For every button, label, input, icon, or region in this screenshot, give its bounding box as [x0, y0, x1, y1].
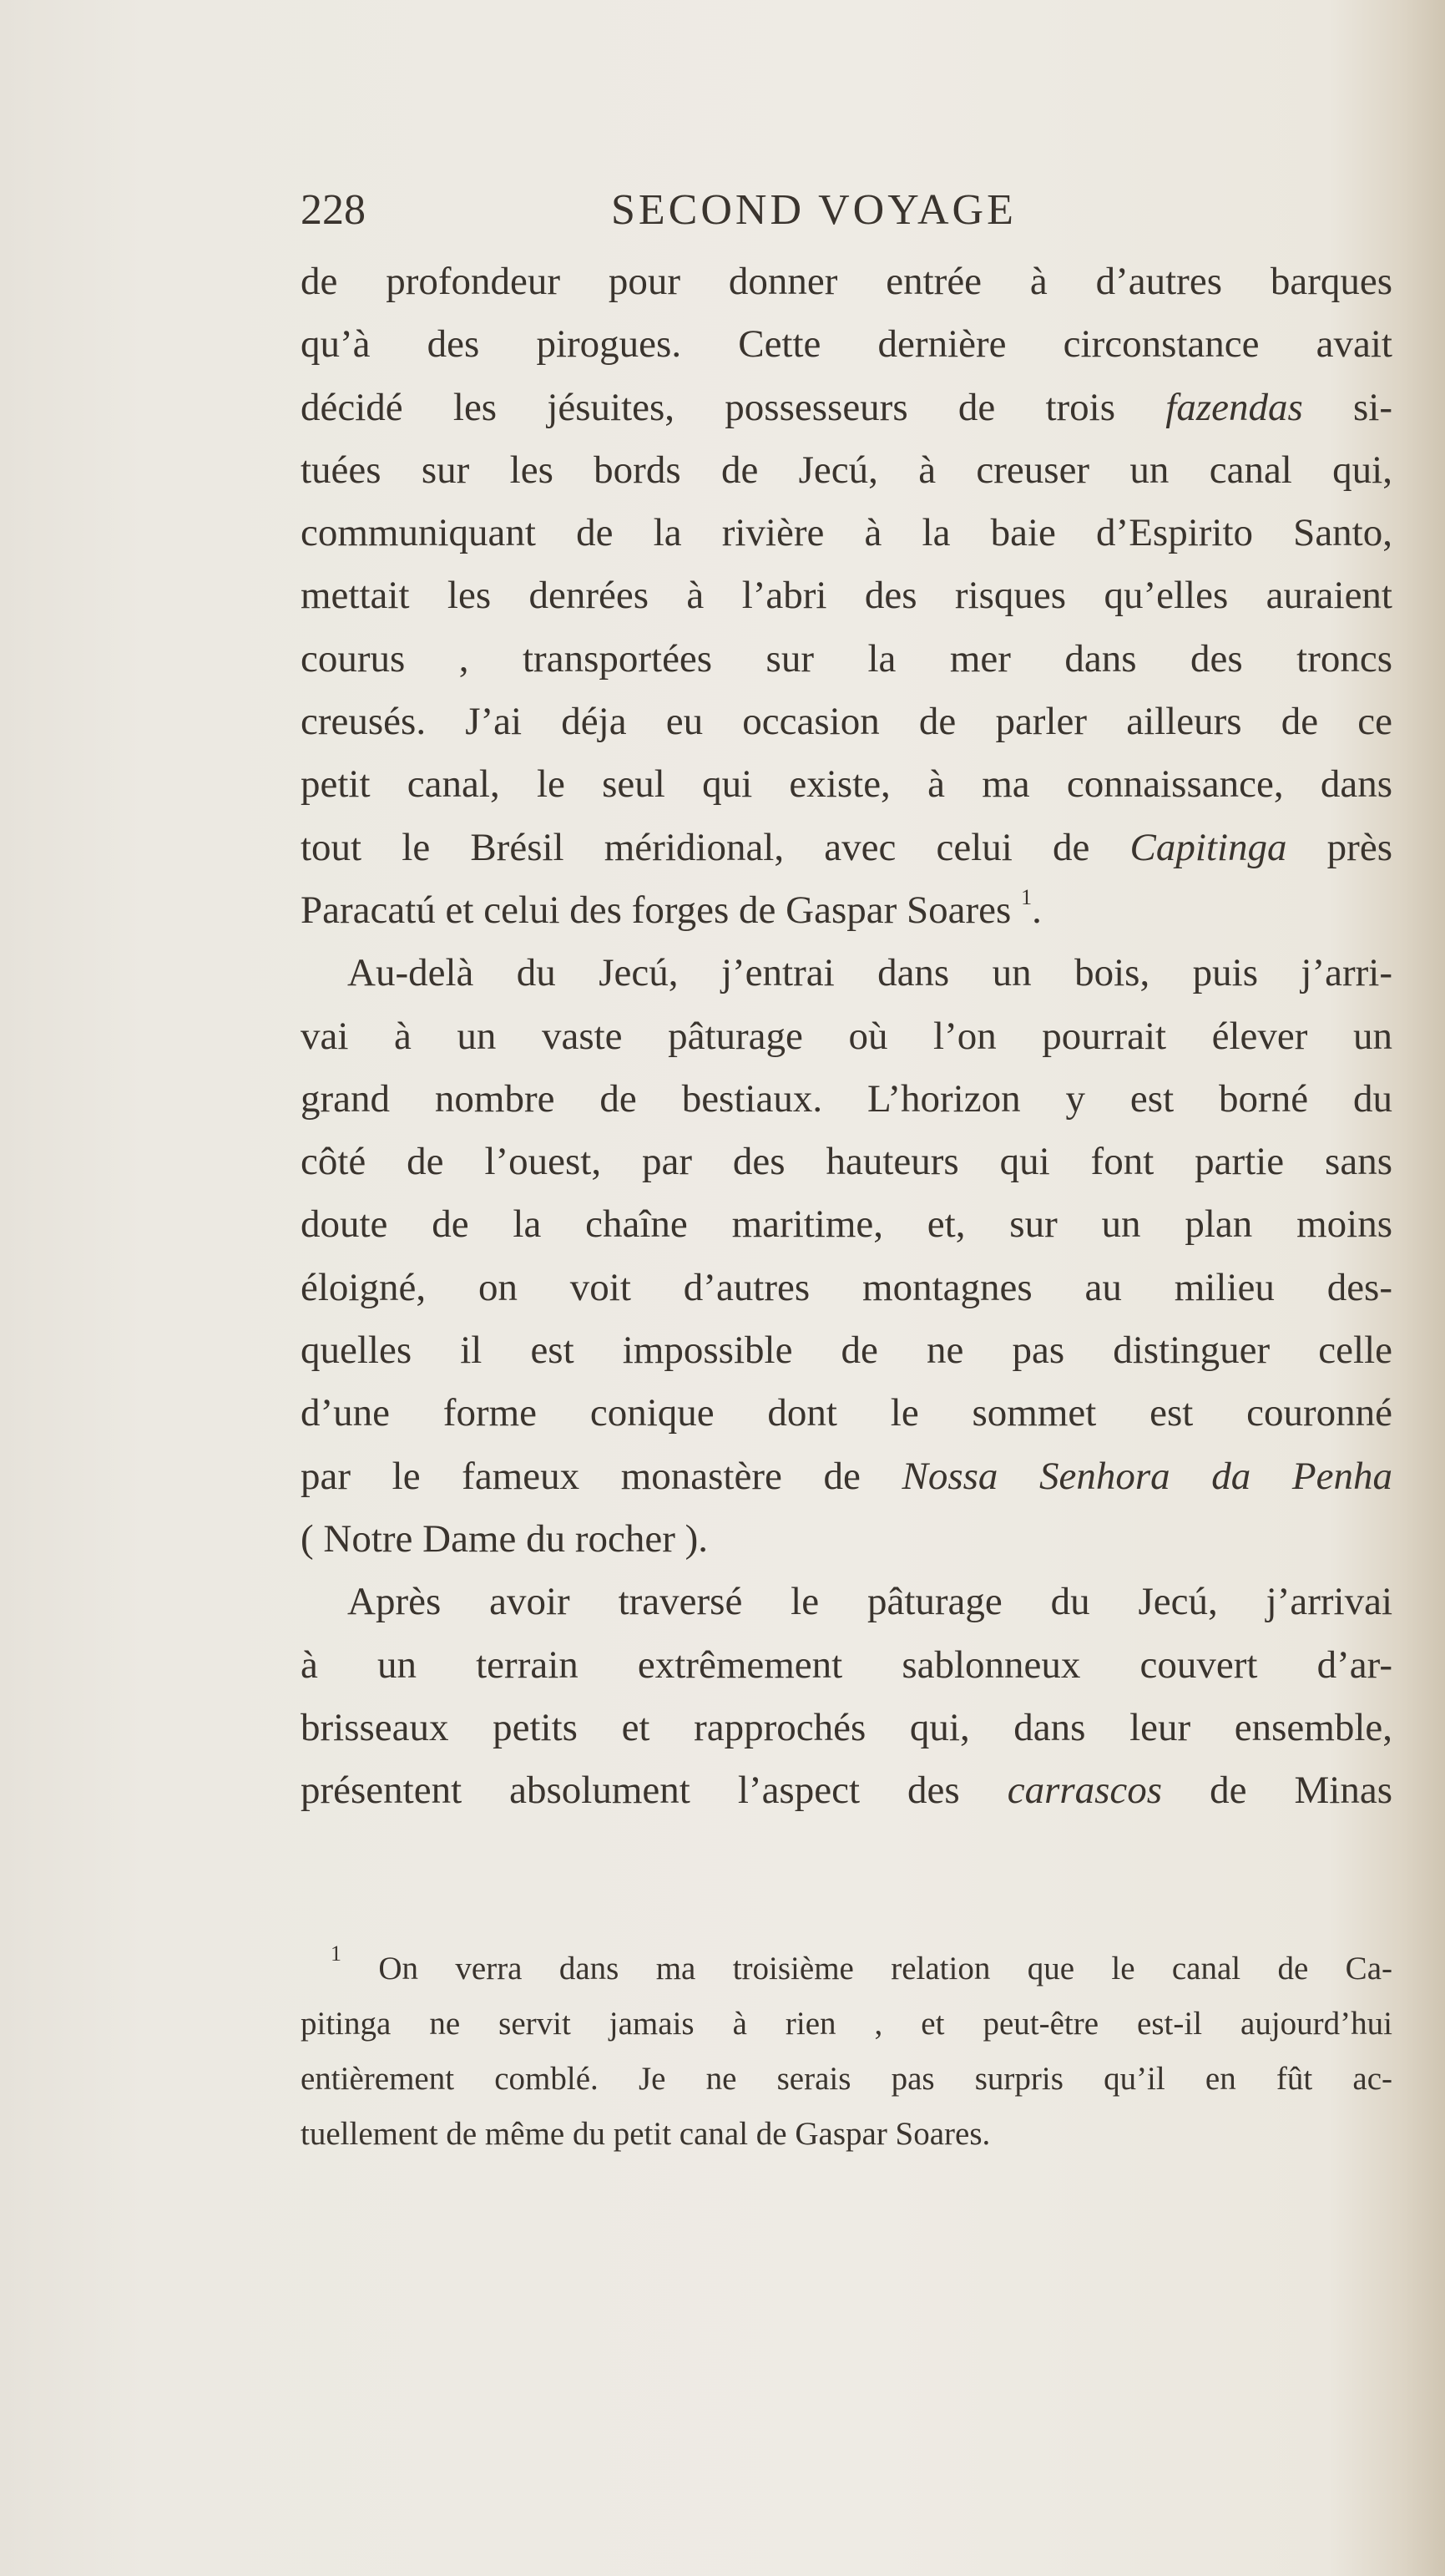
text-run: près — [1286, 825, 1392, 869]
text-run: de profondeur pour donner entrée à d’autres barques — [301, 260, 1392, 303]
text-run: à un terrain extrêmement sablonneux couvert d’ar- — [301, 1642, 1392, 1687]
italic-term: fazendas — [1165, 385, 1303, 429]
text-line — [301, 439, 1392, 502]
text-line — [301, 377, 1392, 439]
main-text — [301, 251, 1392, 1822]
text-line — [301, 313, 1392, 376]
text-run: On verra dans ma troisième relation que le canal de Ca- — [341, 1951, 1392, 1986]
text-run: d’une forme conique dont le sommet est couronné — [301, 1391, 1392, 1435]
text-line — [301, 564, 1392, 627]
text-line — [301, 753, 1392, 816]
text-line — [301, 1319, 1392, 1382]
footnote-marker: 1 — [1021, 884, 1033, 909]
italic-term: Capitinga — [1129, 825, 1287, 869]
text-run: par le fameux monastère de — [301, 1454, 902, 1498]
text-run: décidé les jésuites, possesseurs de trois — [301, 385, 1166, 429]
text-line — [301, 817, 1392, 879]
page-number: 228 — [301, 186, 366, 234]
italic-term: carrascos — [1007, 1769, 1163, 1813]
text-line — [301, 1193, 1392, 1256]
text-line — [301, 879, 1392, 942]
text-line — [301, 1445, 1392, 1508]
text-run: éloigné, on voit d’autres montagnes au milieu des- — [301, 1265, 1392, 1309]
text-run: mettait les denrées à l’abri des risques qu’elles auraient — [301, 574, 1392, 618]
text-run: doute de la chaîne maritime, et, sur un plan moins — [301, 1202, 1392, 1247]
footnote-line — [301, 1941, 1392, 1997]
text-run: . — [1032, 888, 1042, 932]
text-line — [301, 691, 1392, 753]
text-run: creusés. J’ai déja eu occasion de parler ailleurs de ce — [301, 700, 1392, 744]
text-run: présentent absolument l’aspect des — [301, 1769, 1008, 1813]
text-run: petit canal, le seul qui existe, à ma connaissance, dans — [301, 762, 1392, 807]
text-line — [301, 1697, 1392, 1759]
text-run: Au-delà du Jecú, j’entrai dans un bois, puis j’arri- — [347, 951, 1392, 995]
text-run: Paracatú et celui des forges de Gaspar Soares — [301, 888, 1022, 932]
text-run: communiquant de la rivière à la baie d’Espirito Santo, — [301, 511, 1392, 555]
text-run: si- — [1302, 385, 1393, 429]
text-run: tuellement de même du petit canal de Gaspar Soares. — [301, 2116, 991, 2152]
footnotes — [301, 1941, 1392, 2162]
text-line — [301, 628, 1392, 691]
text-run: tuées sur les bords de Jecú, à creuser un canal qui, — [301, 448, 1392, 492]
text-line — [301, 251, 1392, 313]
text-run: quelles il est impossible de ne pas distinguer celle — [301, 1328, 1392, 1373]
text-run: brisseaux petits et rapprochés qui, dans leur ensemble, — [301, 1705, 1392, 1749]
text-line — [301, 1068, 1392, 1131]
text-line — [301, 1571, 1392, 1633]
text-line — [301, 1382, 1392, 1445]
text-line — [301, 502, 1392, 564]
footnote-line — [301, 2052, 1392, 2107]
text-line — [301, 1508, 1392, 1571]
text-run: courus , transportées sur la mer dans des troncs — [301, 636, 1392, 681]
text-run: pitinga ne servit jamais à rien , et peut-être est-il aujourd’hui — [301, 2006, 1392, 2042]
text-line — [301, 942, 1392, 1005]
text-line — [301, 1257, 1392, 1319]
italic-term: Nossa Senhora da Penha — [902, 1454, 1392, 1498]
text-run: entièrement comblé. Je ne serais pas surpris qu’il en fût ac- — [301, 2061, 1392, 2097]
footnote-line — [301, 2107, 1392, 2162]
text-run: grand nombre de bestiaux. L’horizon y est borné du — [301, 1076, 1392, 1121]
text-run: ( Notre Dame du rocher ). — [301, 1516, 709, 1561]
text-line — [301, 1759, 1392, 1822]
text-line — [301, 1005, 1392, 1068]
text-run: côté de l’ouest, par des hauteurs qui font partie sans — [301, 1140, 1392, 1184]
text-line — [301, 1131, 1392, 1193]
running-title: SECOND VOYAGE — [611, 186, 1017, 234]
text-line — [301, 1634, 1392, 1697]
footnote-line — [301, 1997, 1392, 2052]
text-run: qu’à des pirogues. Cette dernière circonstance avait — [301, 322, 1392, 367]
text-run: Après avoir traversé le pâturage du Jecú, j’arrivai — [347, 1580, 1392, 1624]
text-run: tout le Brésil méridional, avec celui de — [301, 825, 1130, 869]
footnote-marker: 1 — [331, 1941, 341, 1966]
text-run: vai à un vaste pâturage où l’on pourrait élever un — [301, 1014, 1392, 1058]
text-run: de Minas — [1162, 1769, 1392, 1813]
running-header — [301, 185, 1135, 235]
